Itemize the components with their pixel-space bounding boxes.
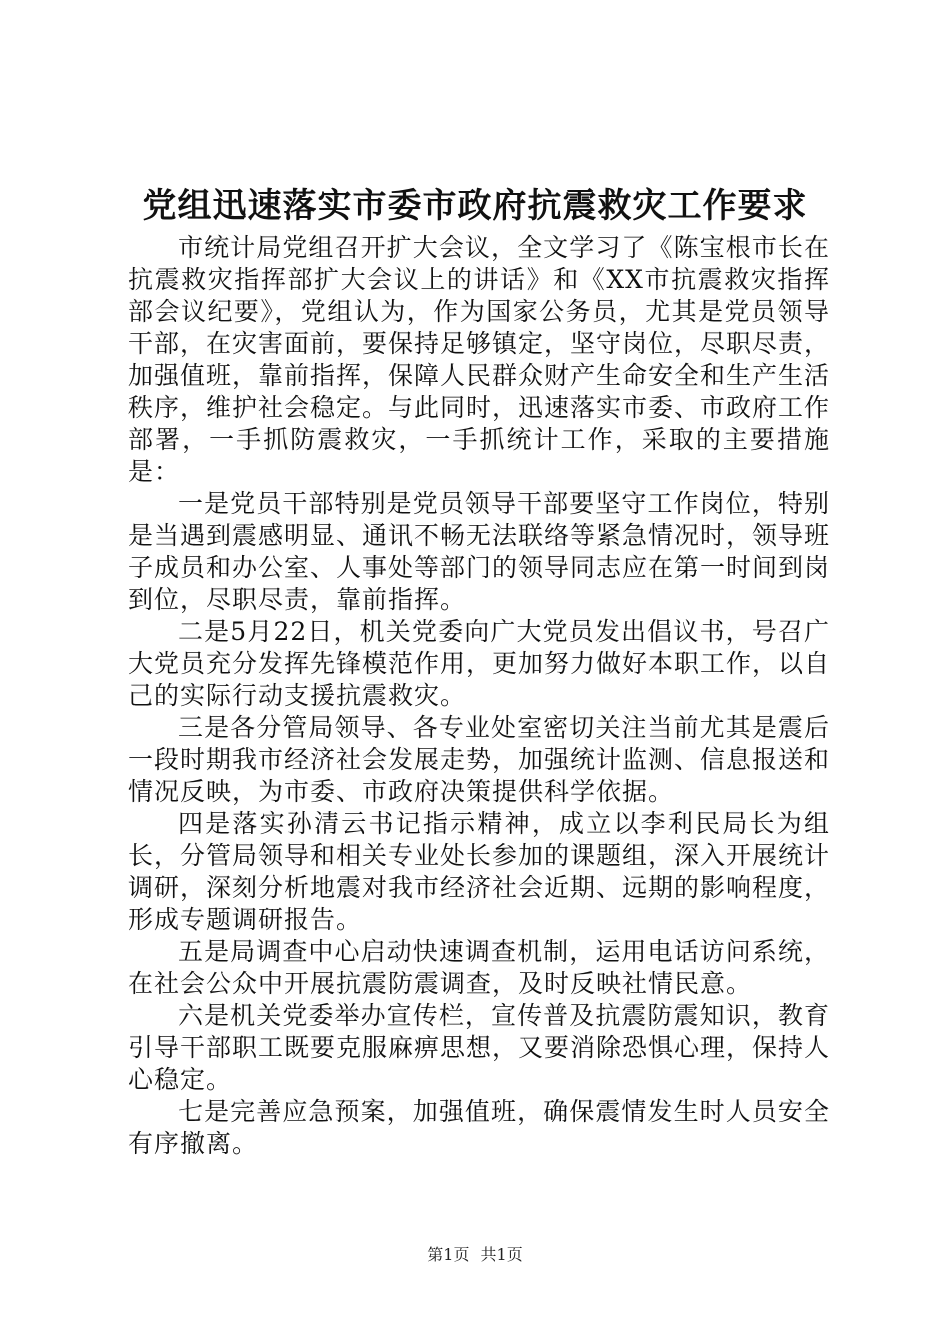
page-footer	[0, 1244, 950, 1266]
paragraph-measure-2: 二是5月22日，机关党委向广大党员发出倡议书，号召广大党员充分发挥先锋模范作用，更加努力做好本职工作，以自己的实际行动支援抗震救灾。	[128, 617, 831, 710]
page-number: 第1页	[427, 1245, 470, 1264]
paragraph-intro: 市统计局党组召开扩大会议，全文学习了《陈宝根市长在抗震救灾指挥部扩大会议上的讲话》和《XX市抗震救灾指挥部会议纪要》，党组认为，作为国家公务员，尤其是党员领导干部，在灾害面前，要保持足够镇定，坚守岗位，尽职尽责，加强值班，靠前指挥，保障人民群众财产生命安全和生产生活秩序，维护社会稳定。与此同时，迅速落实市委、市政府工作部署，一手抓防震救灾，一手抓统计工作，采取的主要措施是：	[128, 233, 831, 486]
paragraph-measure-5: 五是局调查中心启动快速调查机制，运用电话访问系统，在社会公众中开展抗震防震调查，及时反映社情民意。	[128, 937, 830, 998]
paragraph-measure-3: 三是各分管局领导、各专业处室密切关注当前尤其是震后一段时期我市经济社会发展走势，加强统计监测、信息报送和情况反映，为市委、市政府决策提供科学依据。	[128, 713, 831, 806]
paragraph-measure-7: 七是完善应急预案，加强值班，确保震情发生时人员安全有序撤离。	[128, 1097, 830, 1158]
paragraph-measure-4: 四是落实孙清云书记指示精神，成立以李利民局长为组长，分管局领导和相关专业处长参加的课题组，深入开展统计调研，深刻分析地震对我市经济社会近期、远期的影响程度，形成专题调研报告。	[128, 809, 831, 934]
paragraph-measure-1: 一是党员干部特别是党员领导干部要坚守工作岗位，特别是当遇到震感明显、通讯不畅无法联络等紧急情况时，领导班子成员和办公室、人事处等部门的领导同志应在第一时间到岗到位，尽职尽责，靠前指挥。	[128, 489, 831, 614]
document-body	[128, 232, 830, 1160]
document-title: 党组迅速落实市委市政府抗震救灾工作要求	[142, 186, 808, 226]
page-total: 共1页	[480, 1245, 523, 1264]
paragraph-measure-6: 六是机关党委举办宣传栏，宣传普及抗震防震知识，教育引导干部职工既要克服麻痹思想，又要消除恐惧心理，保持人心稳定。	[128, 1001, 831, 1094]
